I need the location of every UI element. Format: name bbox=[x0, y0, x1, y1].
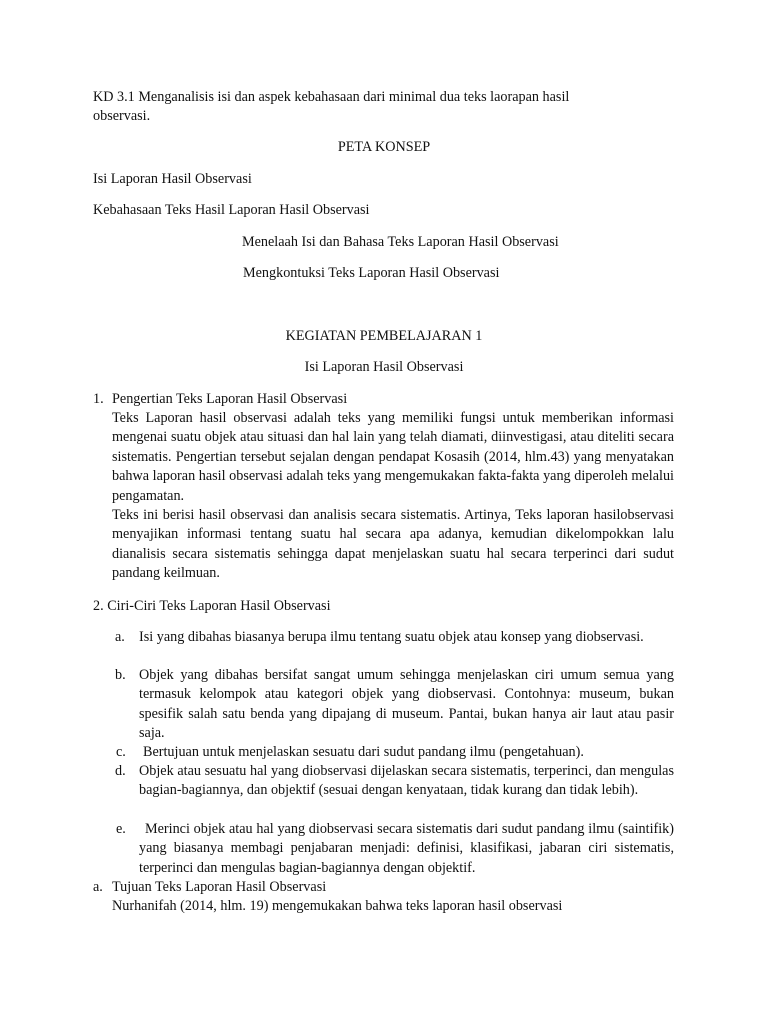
kd-line-1: KD 3.1 Menganalisis isi dan aspek kebahasaan dari minimal dua teks laorapan hasil bbox=[93, 89, 570, 105]
section-1-paragraph-1: Teks Laporan hasil observasi adalah teks yang memiliki fungsi untuk memberikan informasi mengenai suatu objek atau situasi dan hal lain yang telah diamati, diinvestigasi, atau diteliti secara sistematis. Pengertian tersebut sejalan dengan pendapat Kosasih (2014, hlm.43) yang menyatakan bahwa laporan hasil observasi adalah teks yang mengemukakan fakta-fakta yang diperoleh melalui pengamatan. bbox=[112, 410, 674, 504]
peta-konsep-item-4: Mengkontuksi Teks Laporan Hasil Observasi bbox=[243, 265, 500, 281]
section-1-heading: Pengertian Teks Laporan Hasil Observasi bbox=[112, 391, 348, 407]
kegiatan-title: KEGIATAN PEMBELAJARAN 1 bbox=[285, 328, 483, 344]
list-item: Isi yang dibahas biasanya berupa ilmu tentang suatu objek atau konsep yang diobservasi. bbox=[139, 629, 644, 645]
list-item-label: c. bbox=[116, 744, 126, 760]
list-item-label: a. bbox=[115, 629, 125, 645]
list-item-label: b. bbox=[115, 667, 126, 683]
peta-konsep-title: PETA KONSEP bbox=[337, 139, 431, 155]
list-item: Objek atau sesuatu hal yang diobservasi dijelaskan secara sistematis, terperinci, dan mengulas bagian-bagiannya, dan objektif (sesuai dengan kenyataan, tidak kurang dan tidak lebih). bbox=[139, 763, 674, 799]
section-2-heading: 2. Ciri-Ciri Teks Laporan Hasil Observasi bbox=[93, 598, 331, 614]
list-item: Objek yang dibahas bersifat sangat umum sehingga menjelaskan ciri umum semua yang termasuk kelompok atau kategori objek yang diobservasi. Contohnya: museum, bukan spesifik salah satu benda yang dipajang di museum. Pantai, bukan hanya air laut atau pasir saja. bbox=[139, 667, 674, 742]
section-3-heading: Tujuan Teks Laporan Hasil Observasi bbox=[112, 879, 327, 895]
peta-konsep-item-3: Menelaah Isi dan Bahasa Teks Laporan Hasil Observasi bbox=[242, 234, 559, 250]
list-item: Merinci objek atau hal yang diobservasi secara sistematis dari sudut pandang ilmu (saintifik) yang biasanya membagi penjabaran menjadi: definisi, klasifikasi, jabaran ciri sistematis, terperinci dan mengulas bagian-bagiannya dengan objektif. bbox=[139, 821, 674, 876]
list-item: Bertujuan untuk menjelaskan sesuatu dari sudut pandang ilmu (pengetahuan). bbox=[143, 744, 584, 760]
list-item-label: e. bbox=[116, 821, 126, 837]
peta-konsep-item-1: Isi Laporan Hasil Observasi bbox=[93, 171, 252, 187]
section-3-paragraph-1: Nurhanifah (2014, hlm. 19) mengemukakan bahwa teks laporan hasil observasi bbox=[112, 898, 563, 914]
section-3-label: a. bbox=[93, 879, 103, 895]
section-1-number: 1. bbox=[93, 391, 104, 407]
kegiatan-subtitle: Isi Laporan Hasil Observasi bbox=[304, 359, 464, 375]
kd-line-2: observasi. bbox=[93, 108, 151, 124]
section-1-paragraph-2: Teks ini berisi hasil observasi dan analisis secara sistematis. Artinya, Teks laporan hasilobservasi menyajikan informasi tentang suatu hal secara apa adanya, kemudian dikelompokkan lalu dianalisis secara sistematis sehingga dapat menjelaskan suatu hal secara terperinci dari sudut pandang keilmuan. bbox=[112, 507, 674, 582]
peta-konsep-item-2: Kebahasaan Teks Hasil Laporan Hasil Observasi bbox=[93, 202, 370, 218]
list-item-label: d. bbox=[115, 763, 126, 779]
